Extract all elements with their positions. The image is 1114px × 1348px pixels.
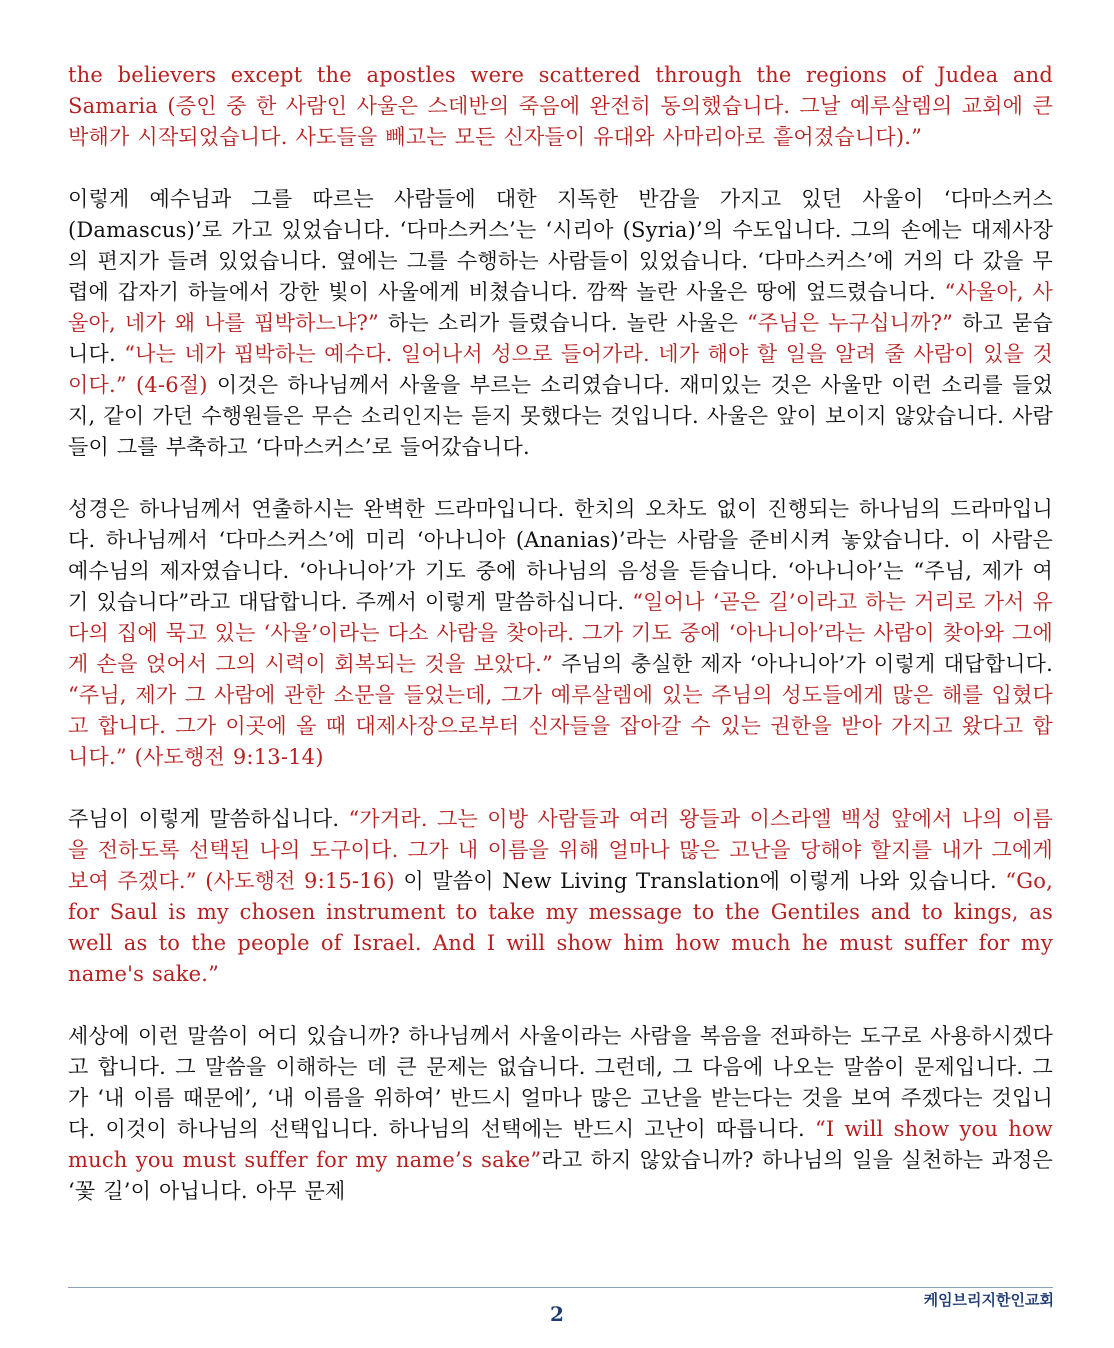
body-text: 이렇게 예수님과 그를 따르는 사람들에 대한 지독한 반감을 가지고 있던 사울이 ‘다마스커스 (Damascus)’로 가고 있었습니다. ‘다마스커스’는 ‘시리아 (Syria)’의 수도입니다. 그의 손에는 대제사장의 편지가 들려 있었습니다. 옆에는 그를 수행하는 사람들이 있었습니다. ‘다마스커스’에 거의 다 갔을 무렵에 갑자기 하늘에서 강한 빛이 사울에게 비쳤습니다. 깜짝 놀란 사울은 땅에 엎드렸습니다.: [68, 187, 1053, 304]
body-text: 세상에 이런 말씀이 어디 있습니까? 하나님께서 사울이라는 사람을 복음을 전파하는 도구로 사용하시겠다고 합니다. 그 말씀을 이해하는 데 큰 문제는 없습니다. 그런데, 그 다음에 나오는 말씀이 문제입니다. 그가 ‘내 이름 때문에’, ‘내 이름을 위하여’ 반드시 얼마나 많은 고난을 받는다는 것을 보여 주겠다는 것입니다. 이것이 하나님의 선택입니다. 하나님의 선택에는 반드시 고난이 따릅니다.: [68, 1024, 1053, 1141]
body-text: 이것은 하나님께서 사울을 부르는 소리였습니다. 재미있는 것은 사울만 이런 소리를 들었지, 같이 가던 수행원들은 무슨 소리인지는 듣지 못했다는 것입니다. 사울은 앞이 보이지 않았습니다. 사람들이 그를 부축하고 ‘다마스커스’로 들어갔습니다.: [68, 373, 1053, 459]
body-text: 하고 묻습니다.: [68, 311, 1053, 366]
scripture-quote: the believers except the apostles were scattered through the regions of Judea and Samaria (증인 중 한 사람인 사울은 스데반의 죽음에 완전히 동의했습니다. 그날 예루살렘의 교회에 큰 박해가 시작되었습니다. 사도들을 빼고는 모든 신자들이 유대와 사마리아로 흩어졌습니다).”: [68, 63, 1053, 149]
paragraph: [68, 1021, 1053, 1207]
scripture-quote: “가거라. 그는 이방 사람들과 여러 왕들과 이스라엘 백성 앞에서 나의 이름을 전하도록 선택된 나의 도구이다. 그가 내 이름을 위해 얼마나 많은 고난을 당해야 할지를 내가 그에게 보여 주겠다.” (사도행전 9:15-16): [68, 807, 1054, 893]
document-body: [68, 60, 1053, 1238]
body-text: 이 말씀이 New Living Translation에 이렇게 나와 있습니다.: [394, 869, 1006, 893]
paragraph: [68, 60, 1053, 153]
scripture-quote: “일어나 ‘곧은 길’이라고 하는 거리로 가서 유다의 집에 묵고 있는 ‘사울’이라는 다소 사람을 찾아라. 그가 기도 중에 ‘아나니아’라는 사람이 찾아와 그에게 손을 얹어서 그의 시력이 회복되는 것을 보았다.”: [68, 590, 1053, 676]
scripture-quote: “사울아, 사울아, 네가 왜 나를 핍박하느냐?”: [68, 280, 1054, 335]
body-text: 성경은 하나님께서 연출하시는 완벽한 드라마입니다. 한치의 오차도 없이 진행되는 하나님의 드라마입니다. 하나님께서 ‘다마스커스’에 미리 ‘아나니아 (Ananias)’라는 사람을 준비시켜 놓았습니다. 이 사람은 예수님의 제자였습니다. ‘아나니아’가 기도 중에 하나님의 음성을 듣습니다. ‘아나니아’는 “주님, 제가 여기 있습니다”라고 대답합니다. 주께서 이렇게 말씀하십니다.: [68, 497, 1053, 614]
body-text: 주님이 이렇게 말씀하십니다.: [68, 807, 349, 831]
scripture-quote: “I will show you how much you must suffer for my name’s sake”: [68, 1117, 1053, 1172]
paragraph: [68, 494, 1053, 773]
scripture-quote: “Go, for Saul is my chosen instrument to take my message to the Gentiles and to kings, as well as to the people of Israel. And I will show him how much he must suffer for my name's sake.”: [68, 869, 1053, 986]
body-text: 하는 소리가 들렸습니다. 놀란 사울은: [378, 311, 747, 335]
body-text: 라고 하지 않았습니까? 하나님의 일을 실천하는 과정은 ‘꽃 길’이 아닙니다. 아무 문제: [68, 1148, 1053, 1203]
paragraph: [68, 804, 1053, 990]
scripture-quote: “주님, 제가 그 사람에 관한 소문을 들었는데, 그가 예루살렘에 있는 주님의 성도들에게 많은 해를 입혔다고 합니다. 그가 이곳에 올 때 대제사장으로부터 신자들을 잡아갈 수 있는 권한을 받아 가지고 왔다고 합니다.” (사도행전 9:13-14): [68, 683, 1053, 769]
footer-divider: [68, 1287, 1053, 1288]
church-name: 케임브리지한인교회: [923, 1291, 1054, 1309]
paragraph: [68, 184, 1053, 463]
body-text: 주님의 충실한 제자 ‘아나니아’가 이렇게 대답합니다.: [552, 652, 1053, 676]
scripture-quote: “주님은 누구십니까?”: [746, 311, 954, 335]
page-number: 2: [550, 1302, 564, 1326]
scripture-quote: “나는 네가 핍박하는 예수다. 일어나서 성으로 들어가라. 네가 해야 할 일을 알려 줄 사람이 있을 것이다.” (4-6절): [68, 342, 1054, 397]
